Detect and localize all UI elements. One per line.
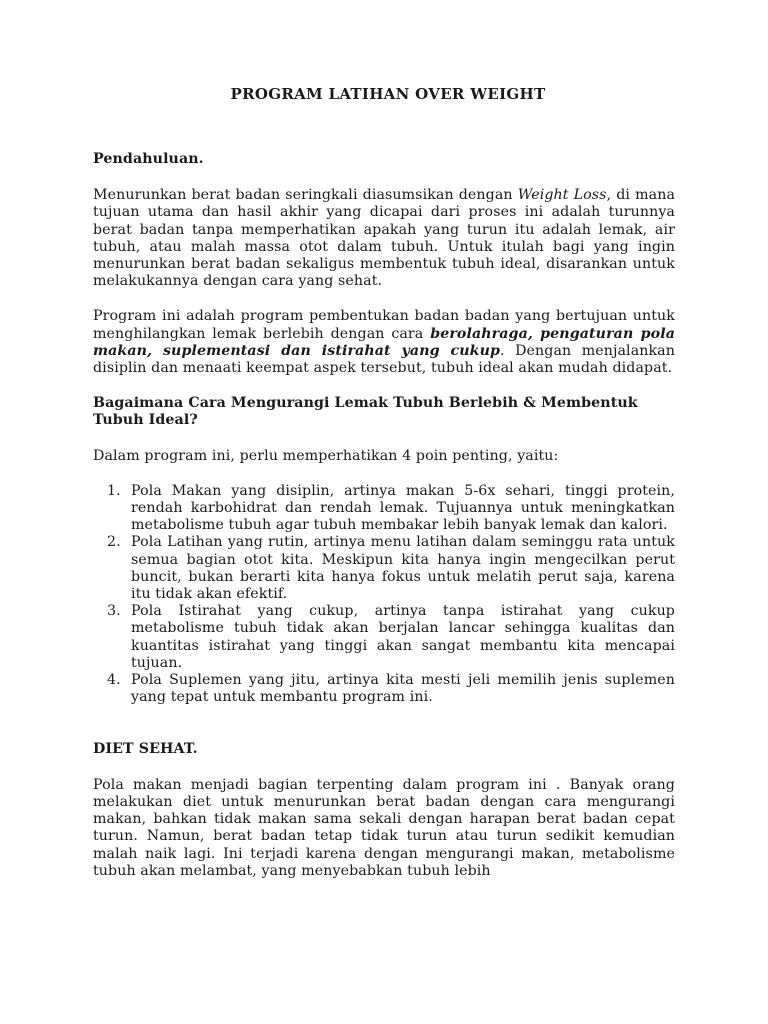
intro-paragraph-1 [93, 187, 675, 290]
intro-p1-text-end: , di mana tujuan utama dan hasil akhir yang dicapai dari proses ini adalah turunnya berat badan tanpa memperhatikan apakah yang turun itu adalah lemak, air tubuh, atau malah massa otot dalam tubuh. Untuk itulah bagi yang ingin menurunkan berat badan sekaligus membentuk tubuh ideal, disarankan untuk melakukannya dengan cara yang sehat. [93, 187, 676, 290]
intro-paragraph-2 [93, 308, 675, 377]
list-item-number: 3. [107, 603, 121, 620]
list-item-text: Pola Makan yang disiplin, artinya makan 5-6x sehari, tinggi protein, rendah karbohidrat dan rendah lemak. Tujuannya untuk meningkatkan metabolisme tubuh agar tubuh membakar lebih banyak lemak dan kalori. [131, 482, 675, 534]
points-list [93, 483, 675, 707]
question-heading: Bagaimana Cara Mengurangi Lemak Tubuh Berlebih & Membentuk Tubuh Ideal? [93, 395, 638, 429]
list-item-number: 1. [107, 482, 121, 499]
document-page [93, 86, 675, 880]
intro-p1-text-start: Menurunkan berat badan seringkali diasumsikan dengan [93, 187, 518, 204]
list-item [93, 534, 675, 603]
list-item-text: Pola Istirahat yang cukup, artinya tanpa istirahat yang cukup metabolisme tubuh tidak akan berjalan lancar sehingga kualitas dan kuantitas istirahat yang tinggi akan sangat membantu kita mencapai tujuan. [131, 603, 675, 671]
intro-p2-emphasis: berolahraga, pengaturan pola makan, suplementasi dan istirahat yang cukup [93, 325, 675, 359]
list-item [93, 483, 675, 535]
list-item-text: Pola Latihan yang rutin, artinya menu latihan dalam seminggu rata untuk semua bagian otot kita. Meskipun kita hanya ingin mengecilkan perut buncit, bukan berarti kita hanya fokus untuk melatih perut saja, karena itu tidak akan efektif. [131, 534, 675, 603]
intro-p2-text-end: . Dengan menjalankan disiplin dan menaati keempat aspek tersebut, tubuh ideal akan mudah didapat. [93, 342, 675, 377]
diet-paragraph: Pola makan menjadi bagian terpenting dalam program ini . Banyak orang melakukan diet untuk menurunkan berat badan dengan cara mengurangi makan, bahkan tidak makan sama sekali dengan harapan berat badan cepat turun. Namun, berat badan tetap tidak turun atau turun sedikit kemudian malah naik lagi. Ini terjadi karena dengan mengurangi makan, metabolisme tubuh akan melambat, yang menyebabkan tubuh lebih [93, 776, 675, 879]
diet-heading: DIET SEHAT. [93, 741, 198, 758]
list-item-text: Pola Suplemen yang jitu, artinya kita mesti jeli memilih jenis suplemen yang tepat untuk membantu program ini. [131, 672, 675, 706]
intro-p1-italic-term: Weight Loss [517, 187, 607, 204]
document-title: PROGRAM LATIHAN OVER WEIGHT [230, 85, 546, 103]
list-item [93, 672, 675, 706]
list-intro: Dalam program ini, perlu memperhatikan 4 poin penting, yaitu: [93, 447, 559, 464]
list-item [93, 603, 675, 672]
intro-heading: Pendahuluan. [93, 151, 204, 167]
list-item-number: 4. [107, 672, 121, 689]
list-item-number: 2. [107, 534, 121, 551]
intro-p2-text-start: Program ini adalah program pembentukan badan badan yang bertujuan untuk menghilangkan lemak berlebih dengan cara [93, 308, 675, 342]
